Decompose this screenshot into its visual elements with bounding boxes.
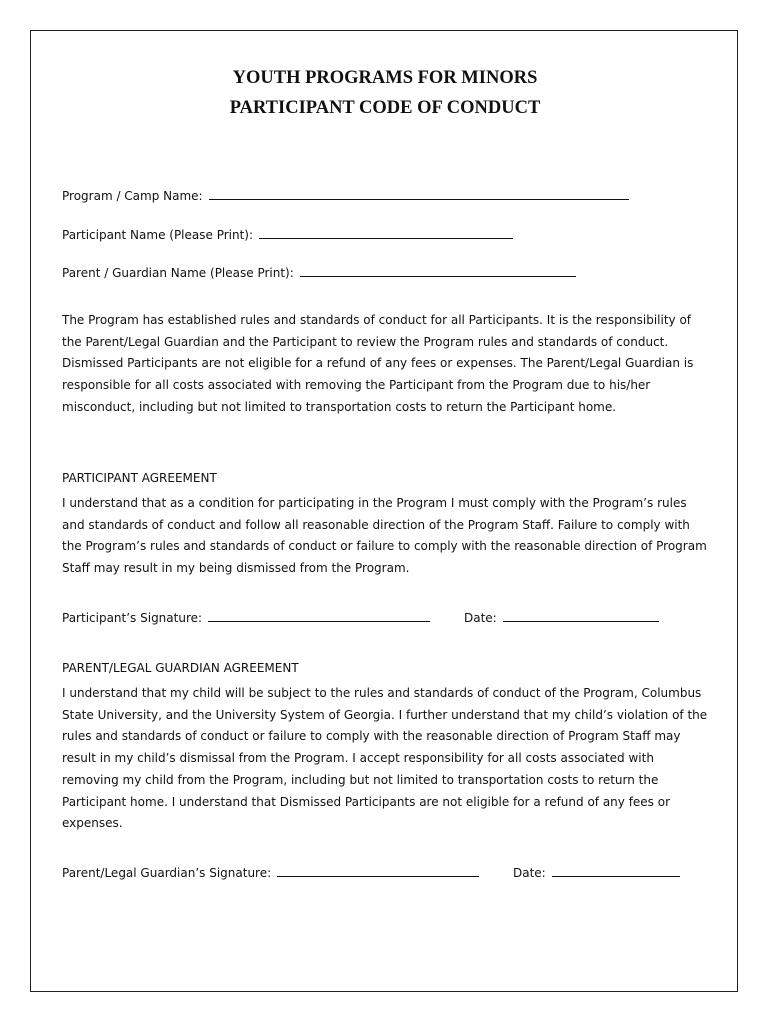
document-title-line2: PARTICIPANT CODE OF CONDUCT: [229, 98, 541, 118]
participant-date-line[interactable]: [503, 610, 659, 622]
participant-signature-row: [62, 610, 722, 625]
guardian-signature-line[interactable]: [277, 865, 479, 877]
program-name-line[interactable]: [209, 188, 629, 200]
guardian-name-line[interactable]: [300, 265, 576, 277]
participant-agreement-text: I understand that as a condition for participating in the Program I must comply with the Program’s rules and standards of conduct and follow all reasonable direction of the Program Staff. Failure to comply with the Program’s rules and standards of conduct or failure to comply with the reasonable direction of Program Staff may result in my being dismissed from the Program.: [62, 496, 707, 576]
guardian-date-field: [513, 865, 680, 880]
guardian-agreement-text: I understand that my child will be subject to the rules and standards of conduct of the Program, Columbus State University, and the University System of Georgia. I further understand that my child’s violation of the rules and standards of conduct or failure to comply with the reasonable direction of Program Staff may result in my child’s dismissal from the Program. I accept responsibility for all costs associated with removing my child from the Program, including but not limited to transportation costs to return the Participant home. I understand that Dismissed Participants are not eligible for a refund of any fees or expenses.: [62, 686, 708, 831]
participant-agreement-heading: PARTICIPANT AGREEMENT: [62, 471, 217, 485]
document-title-line1: YOUTH PROGRAMS FOR MINORS: [232, 68, 538, 88]
participant-name-field: [62, 227, 513, 242]
guardian-signature-label: Parent/Legal Guardian’s Signature:: [62, 866, 272, 880]
guardian-date-line[interactable]: [552, 865, 680, 877]
participant-signature-line[interactable]: [208, 610, 430, 622]
guardian-agreement-heading: PARENT/LEGAL GUARDIAN AGREEMENT: [62, 661, 299, 675]
participant-date-field: [464, 610, 659, 625]
participant-signature-label: Participant’s Signature:: [62, 611, 203, 625]
participant-name-line[interactable]: [259, 227, 513, 239]
guardian-name-field: [62, 265, 576, 280]
guardian-name-label: Parent / Guardian Name (Please Print):: [62, 266, 294, 280]
participant-name-label: Participant Name (Please Print):: [62, 228, 254, 242]
participant-date-label: Date:: [464, 611, 497, 625]
guardian-date-label: Date:: [513, 866, 546, 880]
program-name-label: Program / Camp Name:: [62, 189, 203, 203]
intro-paragraph: The Program has established rules and standards of conduct for all Participants. It is the responsibility of the Parent/Legal Guardian and the Participant to review the Program rules and standards of conduct. Dismissed Participants are not eligible for a refund of any fees or expenses. The Parent/Legal Guardian is responsible for all costs associated with removing the Participant from the Program due to his/her misconduct, including but not limited to transportation costs to return the Participant home.: [62, 313, 694, 414]
guardian-signature-row: [62, 865, 722, 880]
program-name-field: [62, 188, 629, 203]
